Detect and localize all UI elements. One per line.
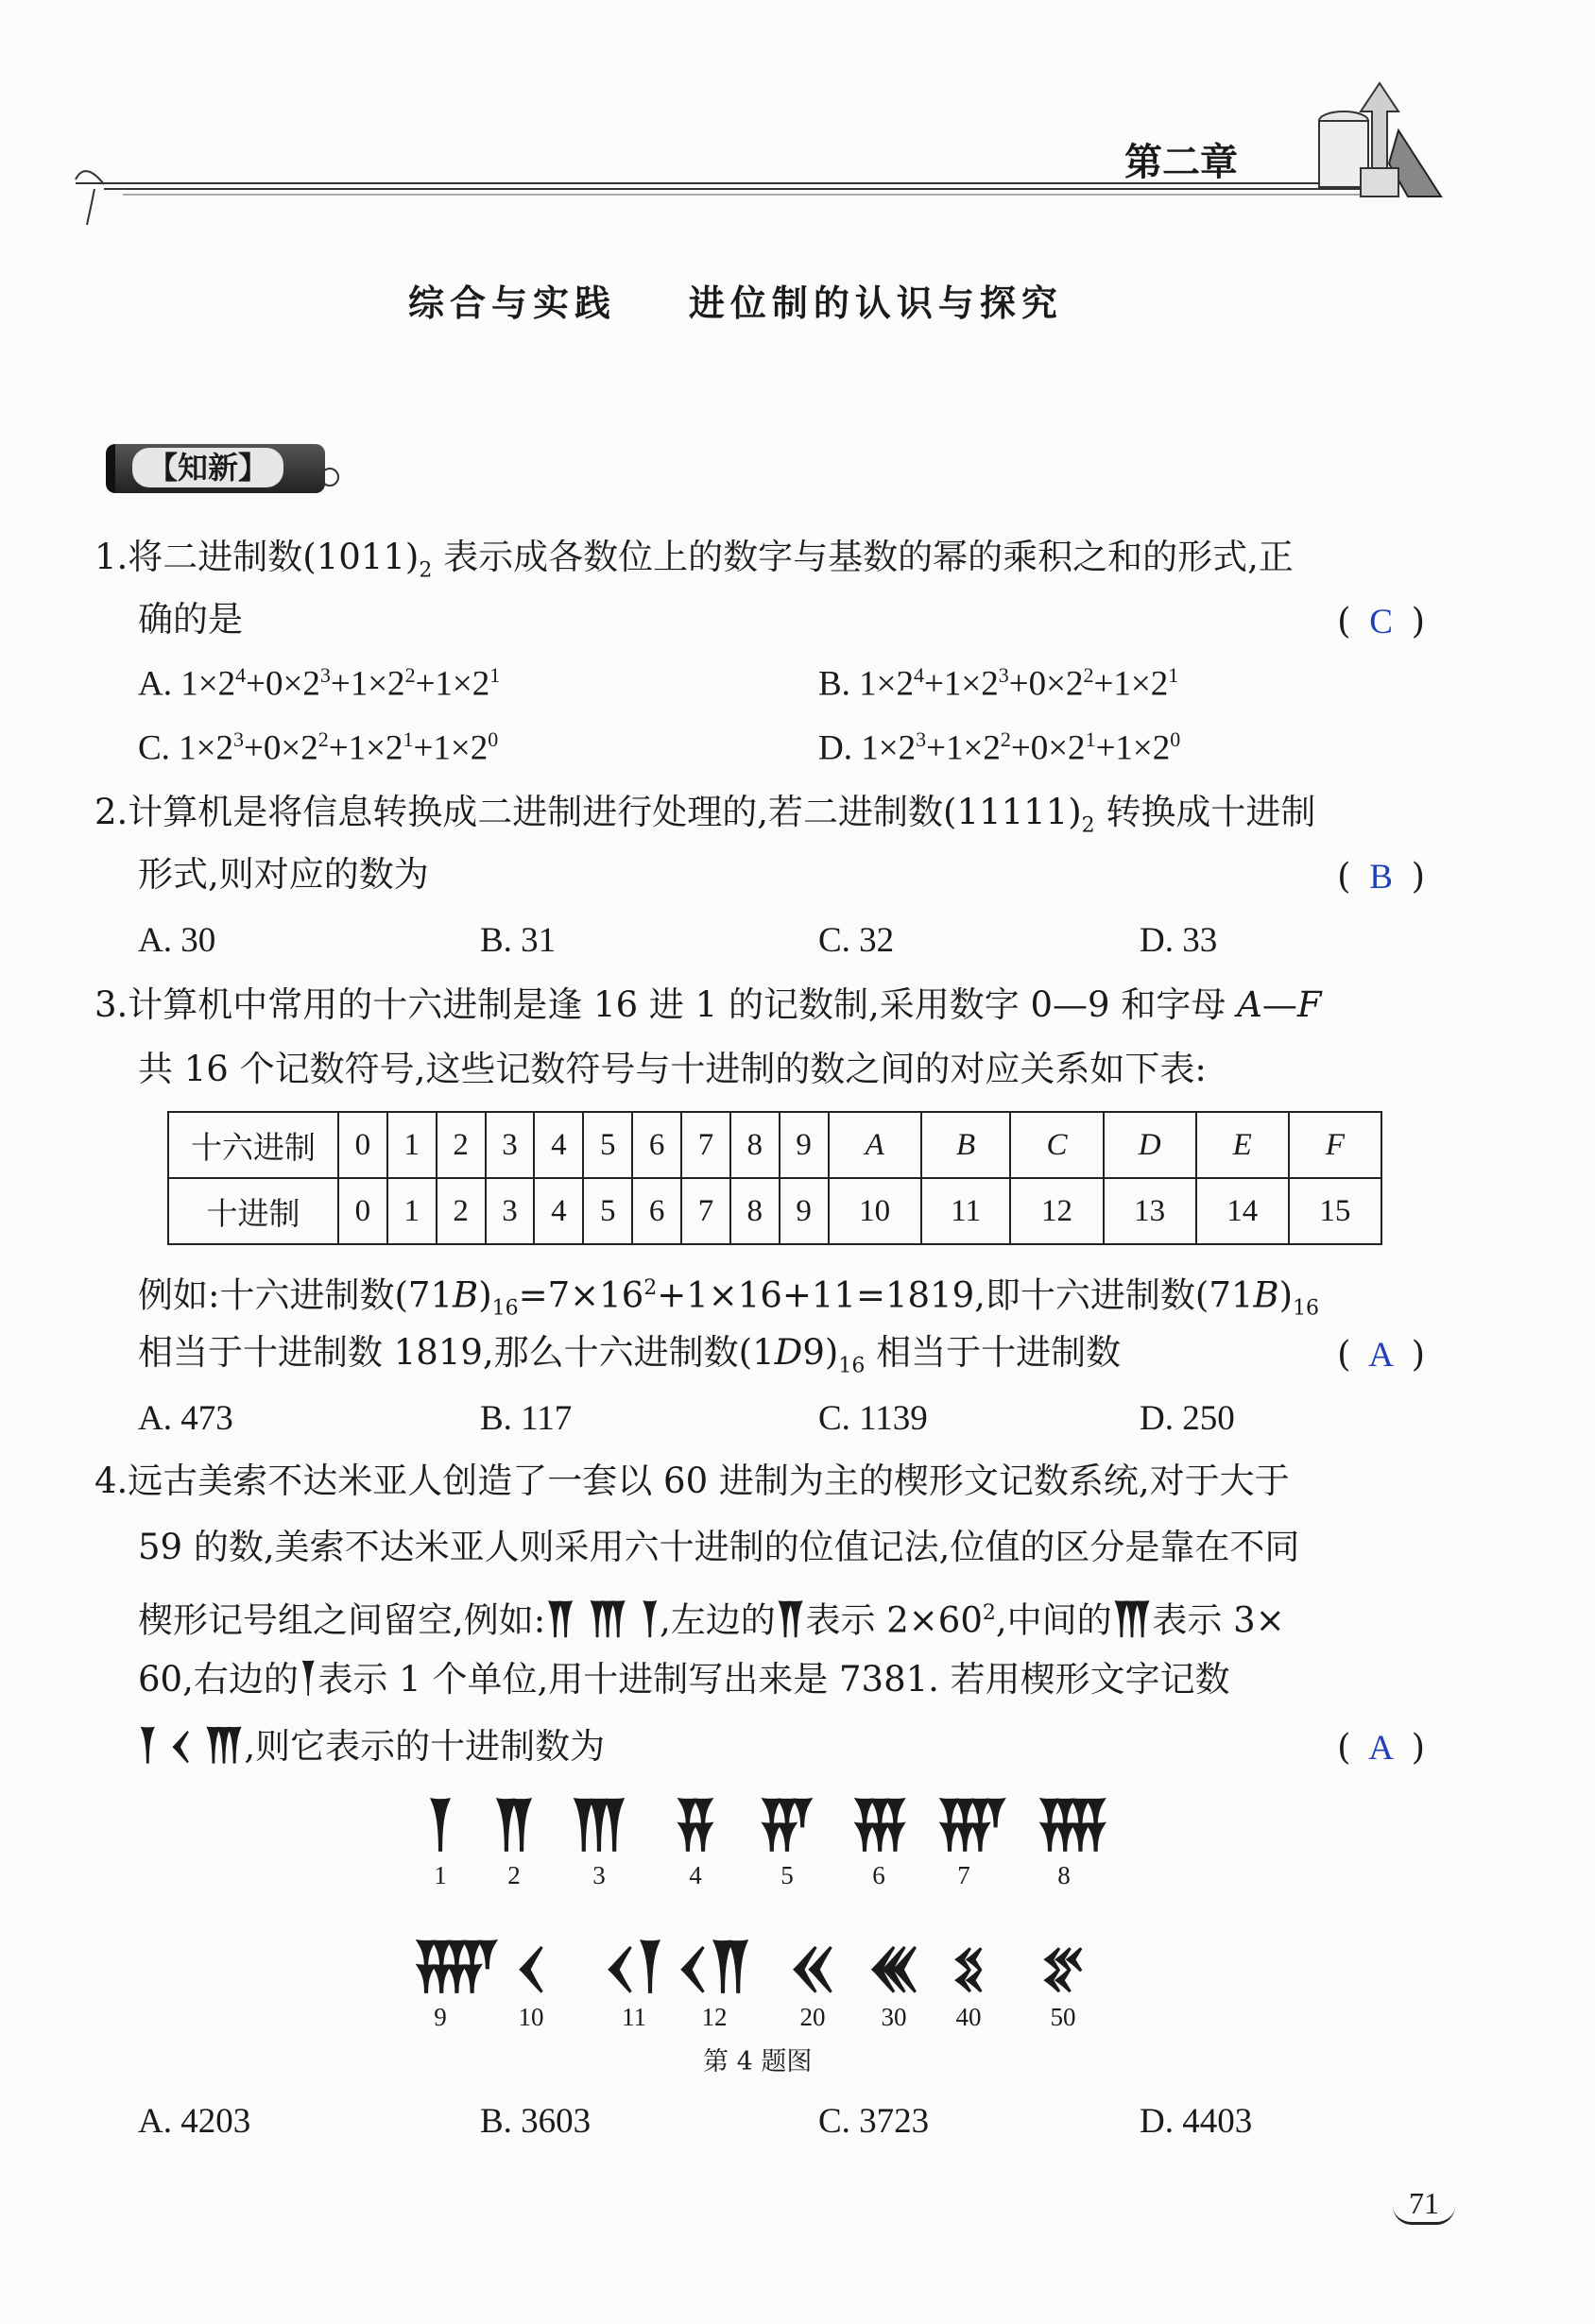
q4-line3: 楔形记号组之间留空,例如:𒐖 𒐗 𒐕,左边的𒐖表示 $2\times 60^2$,中间的𒐗表示 3× bbox=[138, 1598, 1285, 1641]
page-number: 71 bbox=[1393, 2184, 1455, 2225]
hex-cell: 7 bbox=[681, 1112, 730, 1178]
cuneiform-numeral: 𒐗 3 bbox=[569, 1797, 629, 1889]
cuneiform-numeral: 𒐘 4 bbox=[673, 1797, 718, 1889]
hex-cell: C bbox=[1010, 1112, 1103, 1178]
hex-cell: D bbox=[1104, 1112, 1196, 1178]
section-tag-label: 【知新】 bbox=[132, 448, 283, 487]
cuneiform-numeral: 𒐙 5 bbox=[757, 1797, 817, 1889]
cuneiform-numeral: 𒐖 2 bbox=[491, 1797, 537, 1889]
q3-line1: 3.计算机中常用的十六进制是逢 16 进 1 的记数制,采用数字 0—9 和字母 A—F bbox=[94, 984, 1322, 1025]
dec-cell: 6 bbox=[632, 1178, 681, 1244]
q4-line1: 4.远古美索不达米亚人创造了一套以 60 进制为主的楔形文记数系统,对于大于 bbox=[94, 1461, 1290, 1501]
dec-cell: 2 bbox=[437, 1178, 486, 1244]
hex-cell: 0 bbox=[338, 1112, 387, 1178]
hex-row-label: 十六进制 bbox=[168, 1112, 338, 1178]
hex-cell: E bbox=[1196, 1112, 1289, 1178]
dec-cell: 12 bbox=[1010, 1178, 1103, 1244]
q4-option-b: B. 3603 bbox=[480, 2102, 592, 2141]
hex-cell: 2 bbox=[437, 1112, 486, 1178]
cuneiform-numeral: 𒐜 8 bbox=[1036, 1797, 1110, 1889]
dec-cell: 4 bbox=[534, 1178, 583, 1244]
q3-line2: 共 16 个记数符号,这些记数符号与十进制的数之间的对应关系如下表: bbox=[138, 1049, 1207, 1089]
q4-answer: ( A ) bbox=[1337, 1727, 1425, 1768]
hex-cell: B bbox=[921, 1112, 1011, 1178]
decor-shapes-icon bbox=[1304, 74, 1446, 206]
q3-option-a: A. 473 bbox=[138, 1399, 233, 1438]
q2-line1: 2.计算机是将信息转换成二进制进行处理的,若二进制数$(11111)_2$ 转换成十进制 bbox=[94, 792, 1316, 838]
q3-answer: ( A ) bbox=[1337, 1334, 1425, 1375]
chapter-title: 第二章 bbox=[1124, 140, 1238, 184]
q2-option-c: C. 32 bbox=[818, 921, 895, 960]
q4-line4: 60,右边的𒐕表示 1 个单位,用十进制写出来是 7381. 若用楔形文字记数 bbox=[138, 1659, 1230, 1700]
q3-line4: 相当于十进制数 1819,那么十六进制数$(1D9)_{16}$ 相当于十进制数 bbox=[138, 1332, 1122, 1378]
cuneiform-numeral: 𒐛 7 bbox=[935, 1797, 1010, 1889]
hex-cell: 9 bbox=[780, 1112, 829, 1178]
q3-option-b: B. 117 bbox=[480, 1399, 573, 1438]
cuneiform-numeral: 𒌋𒐖 12 bbox=[677, 1939, 753, 2031]
hex-cell: 6 bbox=[632, 1112, 681, 1178]
cuneiform-numeral: 𒌋𒐕 11 bbox=[604, 1939, 664, 2031]
page-title: 综合与实践 进位制的认识与探究 bbox=[408, 282, 1063, 324]
q1-option-c: C. $1\times 2^3+0\times 2^2+1\times 2^1+1\times 2^0$ bbox=[138, 727, 499, 768]
dec-row-label: 十进制 bbox=[168, 1178, 338, 1244]
q4-option-c: C. 3723 bbox=[818, 2102, 930, 2141]
dec-cell: 3 bbox=[486, 1178, 535, 1244]
dec-cell: 13 bbox=[1104, 1178, 1196, 1244]
dec-cell: 10 bbox=[829, 1178, 921, 1244]
q2-option-d: D. 33 bbox=[1140, 921, 1218, 960]
q2-answer: ( B ) bbox=[1337, 856, 1425, 897]
q4-line2: 59 的数,美索不达米亚人则采用六十进制的位值记法,位值的区分是靠在不同 bbox=[138, 1527, 1300, 1567]
hex-table-row bbox=[168, 1112, 1381, 1178]
tag-end-icon bbox=[316, 463, 344, 491]
dec-cell: 15 bbox=[1289, 1178, 1381, 1244]
cuneiform-numeral: 𒐝 9 bbox=[412, 1939, 502, 2031]
dec-cell: 11 bbox=[921, 1178, 1011, 1244]
dec-cell: 14 bbox=[1196, 1178, 1289, 1244]
q4-option-d: D. 4403 bbox=[1140, 2102, 1253, 2141]
dec-table-row bbox=[168, 1178, 1381, 1244]
q3-option-d: D. 250 bbox=[1140, 1399, 1235, 1438]
q2-option-a: A. 30 bbox=[138, 921, 216, 960]
cuneiform-numeral: 𒌍 30 bbox=[866, 1939, 921, 2031]
q1-line1: 1.将二进制数$(1011)_2$ 表示成各数位上的数字与基数的幂的乘积之和的形式,正 bbox=[94, 537, 1294, 583]
hex-table bbox=[167, 1111, 1382, 1245]
q4-line5: 𒐕 𒌋 𒐗,则它表示的十进制数为 bbox=[138, 1725, 606, 1767]
dec-cell: 5 bbox=[583, 1178, 632, 1244]
q3-option-c: C. 1139 bbox=[818, 1399, 928, 1438]
hex-cell: A bbox=[829, 1112, 921, 1178]
dec-cell: 9 bbox=[780, 1178, 829, 1244]
section-tag bbox=[106, 444, 325, 493]
q1-option-a: A. $1\times 2^4+0\times 2^3+1\times 2^2+1\times 2^1$ bbox=[138, 663, 501, 704]
cuneiform-numeral: 𒌋 10 bbox=[515, 1939, 547, 2031]
cuneiform-numeral: 𒐚 6 bbox=[850, 1797, 910, 1889]
figure-caption: 第 4 题图 bbox=[703, 2047, 813, 2076]
dec-cell: 1 bbox=[387, 1178, 437, 1244]
cuneiform-numeral: 𒎙 20 bbox=[788, 1939, 837, 2031]
dec-cell: 7 bbox=[681, 1178, 730, 1244]
hex-cell: F bbox=[1289, 1112, 1381, 1178]
cuneiform-numeral: 𒐕 1 bbox=[425, 1797, 455, 1889]
q4-option-a: A. 4203 bbox=[138, 2102, 251, 2141]
hex-cell: 5 bbox=[583, 1112, 632, 1178]
cuneiform-numeral: 𒐏 40 bbox=[951, 1939, 986, 2031]
q1-option-b: B. $1\times 2^4+1\times 2^3+0\times 2^2+1\times 2^1$ bbox=[818, 663, 1179, 704]
dec-cell: 0 bbox=[338, 1178, 387, 1244]
cuneiform-numeral: 𒐐 50 bbox=[1039, 1939, 1087, 2031]
header-rule bbox=[66, 142, 1446, 227]
q3-line3: 例如:十六进制数$(71B)_{16}=7\times 16^2+1\times 16+11=1819$,即十六进制数$(71B)_{16}$ bbox=[138, 1274, 1320, 1321]
q2-line2: 形式,则对应的数为 bbox=[138, 854, 429, 895]
hex-cell: 1 bbox=[387, 1112, 437, 1178]
hex-cell: 3 bbox=[486, 1112, 535, 1178]
q1-option-d: D. $1\times 2^3+1\times 2^2+0\times 2^1+1\times 2^0$ bbox=[818, 727, 1181, 768]
dec-cell: 8 bbox=[730, 1178, 780, 1244]
q1-answer: ( C ) bbox=[1337, 601, 1425, 641]
hex-cell: 8 bbox=[730, 1112, 780, 1178]
q2-option-b: B. 31 bbox=[480, 921, 557, 960]
q1-line2: 确的是 bbox=[138, 599, 243, 640]
hex-cell: 4 bbox=[534, 1112, 583, 1178]
